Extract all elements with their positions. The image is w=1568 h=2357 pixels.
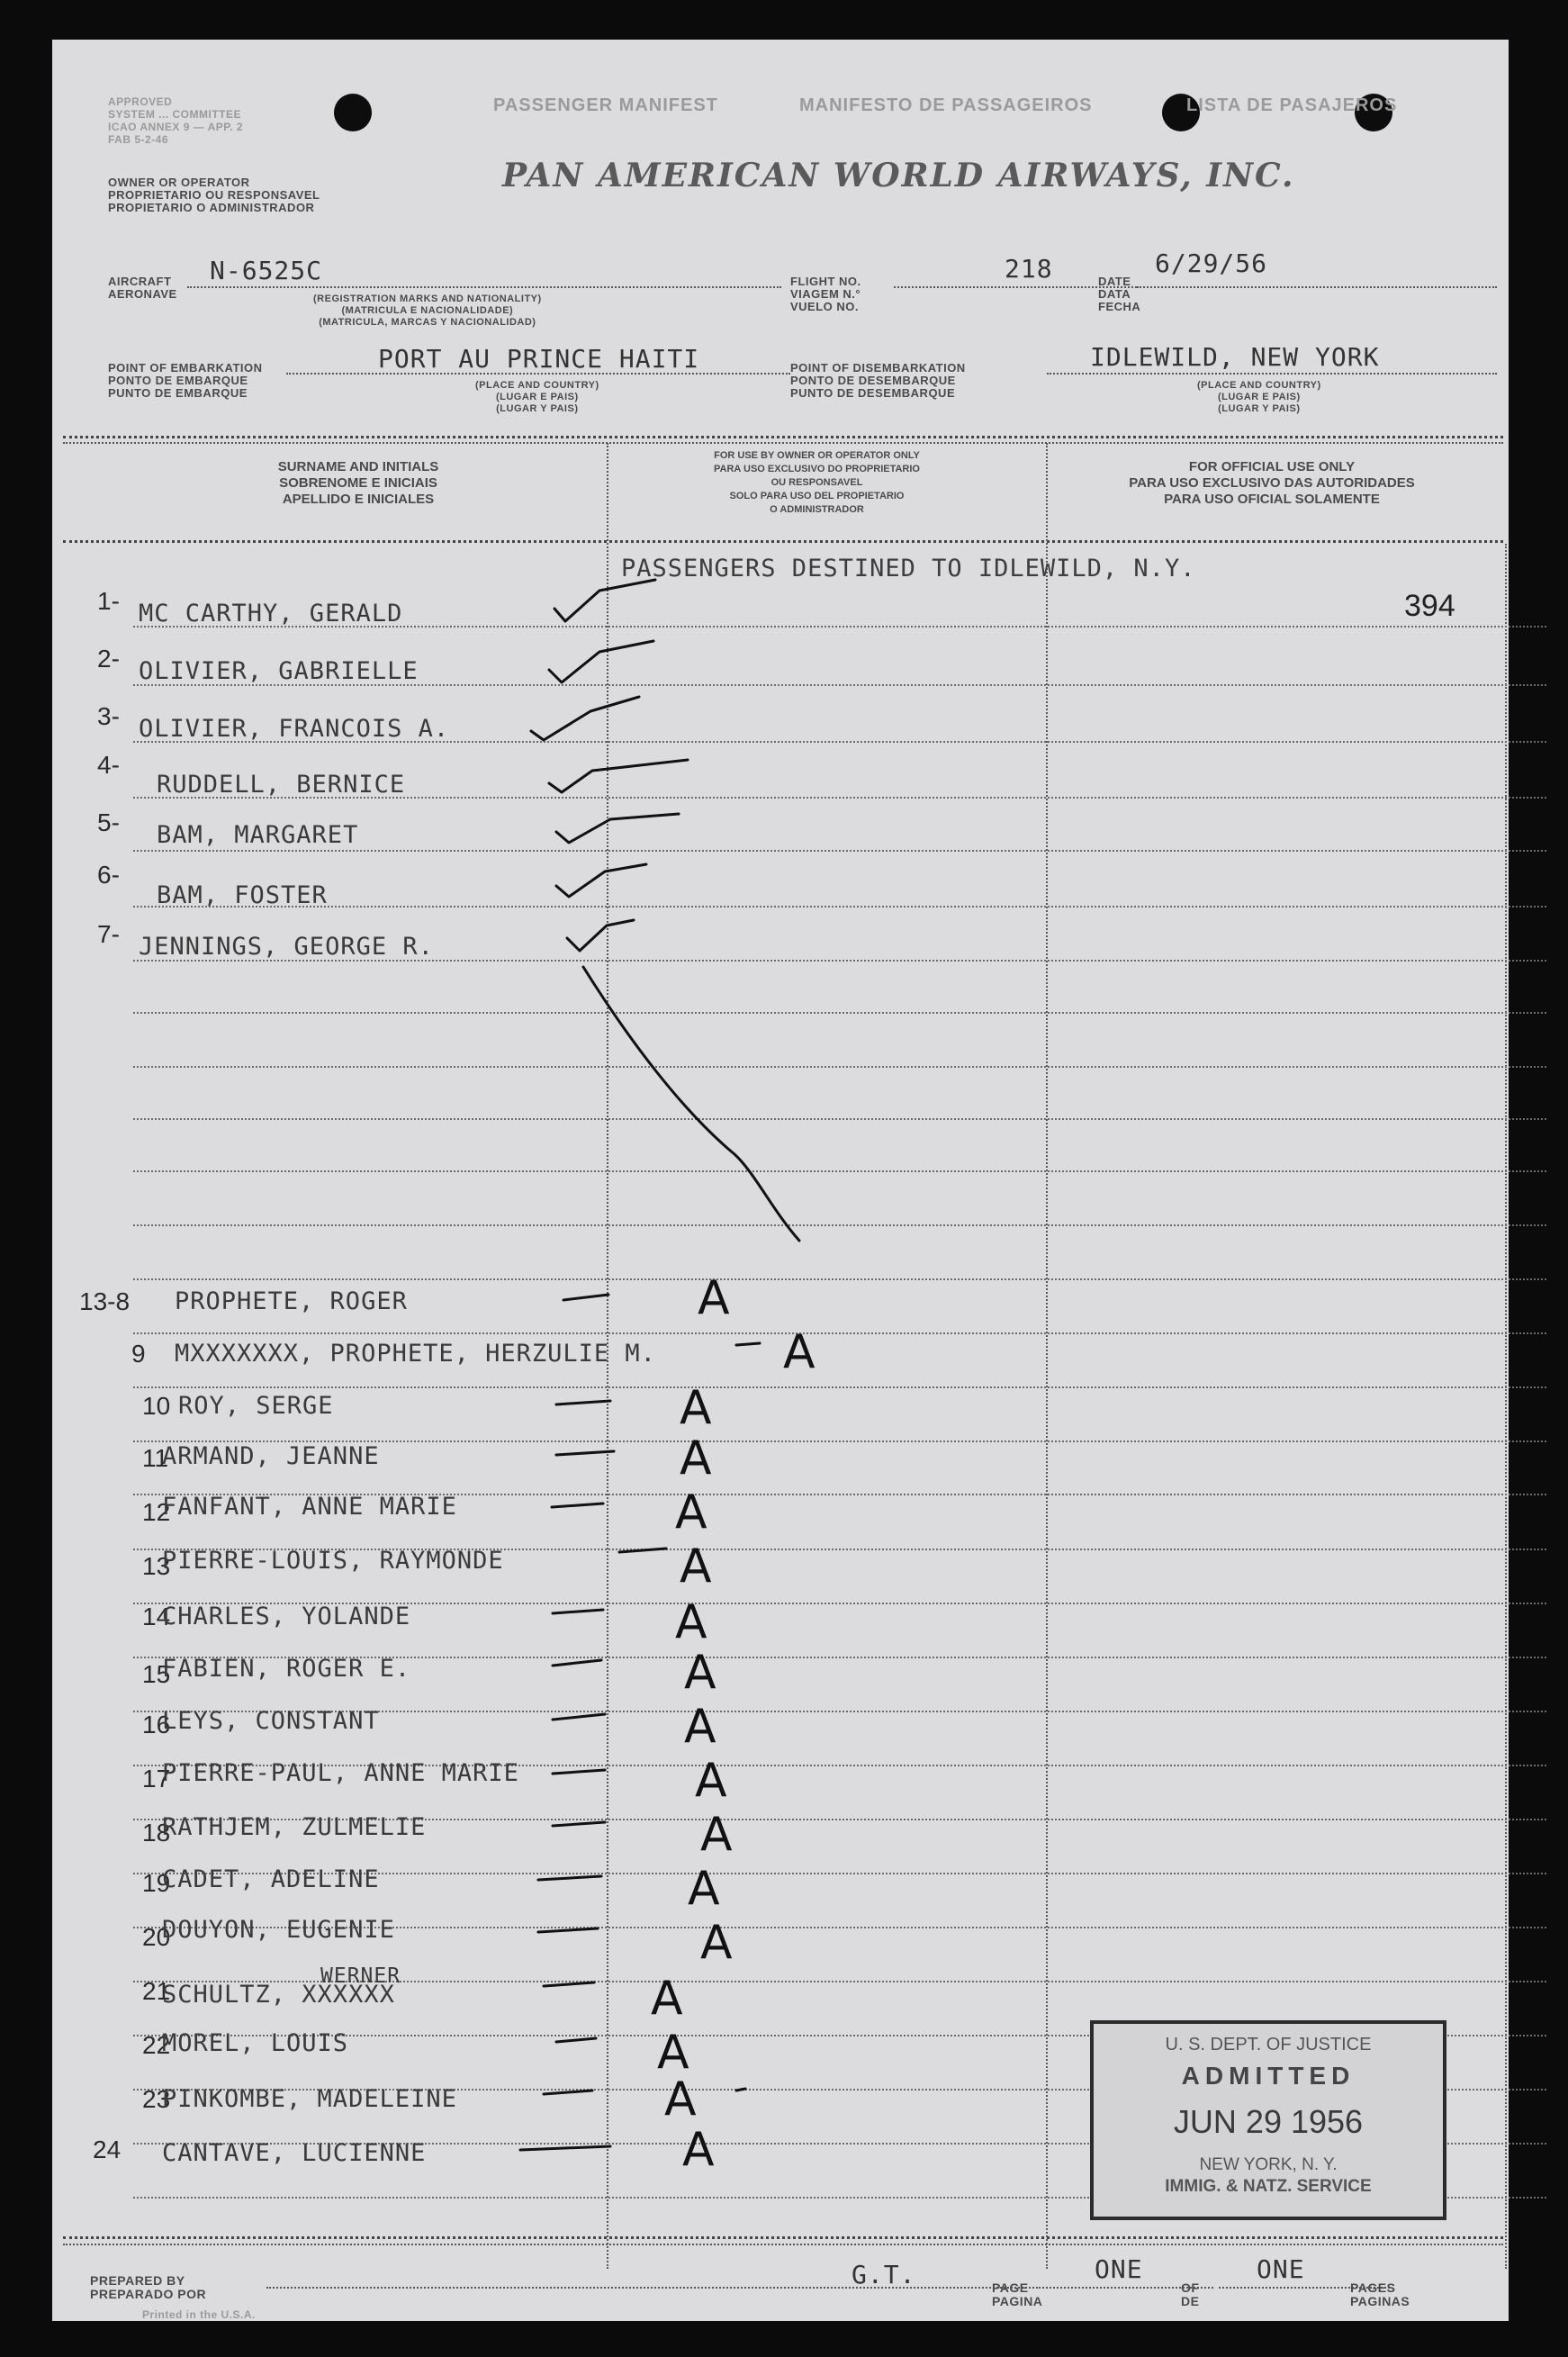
admitted-stamp xyxy=(1090,2020,1446,2220)
manifest-paper xyxy=(52,40,1509,2321)
page-value: ONE xyxy=(1095,2254,1143,2284)
prepared-value: G.T. xyxy=(852,2260,916,2289)
passenger-name: CHARLES, YOLANDE xyxy=(162,1603,411,1630)
pages-labels xyxy=(1350,2281,1410,2308)
place-note-en: (PLACE AND COUNTRY) xyxy=(475,380,599,391)
col-header-line: PARA USO EXCLUSIVO DO PROPRIETARIO xyxy=(714,464,920,474)
col-header-line: OU RESPONSAVEL xyxy=(770,477,863,488)
admit-mark: A xyxy=(680,1431,712,1486)
row-number: 7- xyxy=(97,920,120,948)
col-header-line: SOBRENOME E INICIAIS xyxy=(279,475,437,491)
admit-mark: A xyxy=(682,2123,715,2177)
dot-mark xyxy=(736,2089,745,2091)
flight-label-es: VUELO NO. xyxy=(790,300,860,313)
dash-mark xyxy=(552,1504,603,1507)
dash-mark xyxy=(538,1876,601,1880)
row-number: 14 xyxy=(142,1603,171,1630)
destined-note: PASSENGERS DESTINED TO IDLEWILD, N.Y. xyxy=(621,555,1196,582)
row-number: 9 xyxy=(131,1340,146,1368)
owner-label-es: PROPIETARIO O ADMINISTRADOR xyxy=(108,201,315,214)
row-number: 5- xyxy=(97,808,120,836)
admit-mark: A xyxy=(680,1540,712,1594)
flight-label-pt: VIAGEM N.° xyxy=(790,287,861,301)
row-number: 2- xyxy=(97,645,120,673)
stamp-agency: U. S. DEPT. OF JUSTICE xyxy=(1165,2035,1372,2054)
printed-note: Printed in the U.S.A. xyxy=(142,2308,256,2321)
aircraft-value: N-6525C xyxy=(210,256,323,285)
passenger-name: MOREL, LOUIS xyxy=(162,2029,349,2057)
col-header-line: PARA USO OFICIAL SOLAMENTE xyxy=(1164,492,1380,507)
dash-mark xyxy=(553,1822,605,1826)
approval-line: SYSTEM ... COMMITTEE xyxy=(108,108,242,121)
of-label-es: DE xyxy=(1181,2294,1200,2308)
row-number: 17 xyxy=(142,1765,171,1793)
dash-mark xyxy=(553,1660,601,1666)
row-number: 1- xyxy=(97,587,120,615)
place-note-es: (LUGAR Y PAIS) xyxy=(496,403,579,414)
owner-label-pt: PROPRIETARIO OU RESPONSAVEL xyxy=(108,188,320,202)
page-label-es: PAGINA xyxy=(992,2294,1043,2308)
check-mark xyxy=(567,920,634,951)
pages-label-en: PAGES xyxy=(1350,2280,1396,2295)
passenger-name: ROY, SERGE xyxy=(178,1392,334,1420)
prepared-label-en: PREPARED BY xyxy=(90,2273,185,2288)
handwritten-marks xyxy=(52,40,1509,2321)
row-number: 15 xyxy=(142,1660,171,1688)
stamp-service: IMMIG. & NATZ. SERVICE xyxy=(1165,2177,1372,2196)
date-label-es: FECHA xyxy=(1098,300,1141,313)
date-label-en: DATE xyxy=(1098,275,1131,288)
check-mark xyxy=(556,864,646,897)
row-number: 21 xyxy=(142,1977,171,2005)
passenger-name: FABIEN, ROGER E. xyxy=(162,1655,411,1683)
dash-mark xyxy=(556,1401,610,1404)
passenger-name: BAM, FOSTER xyxy=(157,881,328,909)
admit-mark: A xyxy=(695,1754,727,1808)
dash-mark xyxy=(556,2038,596,2042)
dash-mark xyxy=(563,1295,608,1300)
check-mark xyxy=(531,697,639,740)
admit-mark: A xyxy=(675,1595,707,1649)
embark-label-pt: PONTO DE EMBARQUE xyxy=(108,374,248,387)
embark-label-es: PUNTO DE EMBARQUE xyxy=(108,386,248,400)
admit-mark: A xyxy=(700,1808,733,1862)
check-mark xyxy=(549,641,653,682)
passenger-name: LEYS, CONSTANT xyxy=(162,1707,380,1735)
passenger-name: CANTAVE, LUCIENNE xyxy=(162,2139,427,2167)
row-number: 10 xyxy=(142,1392,171,1420)
col-header-line: FOR OFFICIAL USE ONLY xyxy=(1188,459,1356,474)
passenger-name: OLIVIER, GABRIELLE xyxy=(139,657,419,685)
dash-mark xyxy=(520,2146,610,2150)
admit-mark: A xyxy=(688,1862,720,1916)
admit-mark: A xyxy=(783,1325,816,1379)
passenger-name: DOUYON, EUGENIE xyxy=(162,1916,395,1944)
dash-mark xyxy=(553,1610,603,1613)
check-mark xyxy=(549,760,688,792)
row-number: 13-8 xyxy=(79,1287,131,1315)
disembark-label-pt: PONTO DE DESEMBARQUE xyxy=(790,374,956,387)
airline-name: PAN AMERICAN WORLD AIRWAYS, INC. xyxy=(502,157,1295,194)
of-labels xyxy=(1181,2281,1199,2308)
place-note-pt: (LUGAR E PAIS) xyxy=(495,392,579,402)
registration-note-en: (REGISTRATION MARKS AND NATIONALITY) xyxy=(313,293,542,304)
disembark-label-en: POINT OF DISEMBARKATION xyxy=(790,361,966,375)
title-pt: MANIFESTO DE PASSAGEIROS xyxy=(799,95,1093,115)
col-header-line: O ADMINISTRADOR xyxy=(770,504,864,515)
page-label-en: PAGE xyxy=(992,2280,1029,2295)
approval-line: ICAO ANNEX 9 — APP. 2 xyxy=(108,121,244,133)
stamp-status: ADMITTED xyxy=(1181,2062,1356,2090)
dash-mark xyxy=(553,1770,605,1774)
row-number: 22 xyxy=(142,2031,171,2059)
disembark-label-es: PUNTO DE DESEMBARQUE xyxy=(790,386,956,400)
row-number: 20 xyxy=(142,1923,171,1951)
place-note-en: (PLACE AND COUNTRY) xyxy=(1197,380,1321,391)
row-number: 16 xyxy=(142,1711,171,1738)
passenger-name: SCHULTZ, XXXXXX xyxy=(162,1981,395,2009)
dash-mark xyxy=(544,2091,592,2094)
row-number: 23 xyxy=(142,2085,171,2113)
col-header-line: SURNAME AND INITIALS xyxy=(277,459,439,474)
title-en: PASSENGER MANIFEST xyxy=(493,95,718,115)
row-number: 19 xyxy=(142,1869,171,1897)
place-note-pt: (LUGAR E PAIS) xyxy=(1217,392,1301,402)
passenger-name: MXXXXXXX, PROPHETE, HERZULIE M. xyxy=(175,1340,656,1368)
stamp-date: JUN 29 1956 xyxy=(1173,2103,1364,2140)
admit-mark: A xyxy=(680,1381,712,1435)
row-number: 4- xyxy=(97,751,120,779)
passenger-name: PINKOMBE, MADELEINE xyxy=(162,2085,457,2113)
row-number: 3- xyxy=(97,702,120,730)
admit-mark: A xyxy=(698,1271,730,1325)
check-mark xyxy=(556,814,679,843)
flight-value: 218 xyxy=(1005,254,1053,284)
col-header-line: APELLIDO E INICIALES xyxy=(282,492,435,507)
passenger-name: JENNINGS, GEORGE R. xyxy=(139,933,434,961)
row-number: 24 xyxy=(93,2136,122,2163)
registration-note-es: (MATRICULA, MARCAS Y NACIONALIDAD) xyxy=(319,317,536,328)
passenger-name: PROPHETE, ROGER xyxy=(175,1287,408,1315)
flight-label-en: FLIGHT NO. xyxy=(790,275,861,288)
disembarkation-value: IDLEWILD, NEW YORK xyxy=(1090,342,1380,372)
registration-note-pt: (MATRICULA E NACIONALIDADE) xyxy=(341,305,514,316)
of-label-en: OF xyxy=(1181,2280,1200,2295)
owner-label-en: OWNER OR OPERATOR xyxy=(108,176,250,189)
prepared-label-es: PREPARADO POR xyxy=(90,2287,207,2301)
stamp-city: NEW YORK, N. Y. xyxy=(1199,2155,1338,2174)
dash-mark xyxy=(538,1928,598,1932)
passenger-name: PIERRE-PAUL, ANNE MARIE xyxy=(162,1759,519,1787)
row-number: 18 xyxy=(142,1819,171,1847)
place-note-es: (LUGAR Y PAIS) xyxy=(1218,403,1301,414)
aircraft-label-en: AIRCRAFT xyxy=(108,275,172,288)
col-header-line: FOR USE BY OWNER OR OPERATOR ONLY xyxy=(714,450,920,461)
check-mark xyxy=(554,580,655,621)
name-annotation: WERNER xyxy=(320,1964,401,1988)
row-number: 13 xyxy=(142,1552,171,1580)
col-header-line: PARA USO EXCLUSIVO DAS AUTORIDADES xyxy=(1129,475,1415,491)
date-value: 6/29/56 xyxy=(1155,248,1268,278)
passenger-name: RUDDELL, BERNICE xyxy=(157,771,406,799)
dash-mark xyxy=(553,1714,605,1720)
dash-mark xyxy=(544,1982,594,1986)
dash-mark xyxy=(556,1451,614,1455)
passenger-name: RATHJEM, ZULMELIE xyxy=(162,1813,427,1841)
approval-line: APPROVED xyxy=(108,95,173,108)
embarkation-value: PORT AU PRINCE HAITI xyxy=(378,344,700,374)
row-number: 6- xyxy=(97,861,120,889)
embark-label-en: POINT OF EMBARKATION xyxy=(108,361,263,375)
passenger-name: OLIVIER, FRANCOIS A. xyxy=(139,715,450,743)
admit-mark: A xyxy=(684,1700,716,1754)
admit-mark: A xyxy=(657,2026,689,2080)
approval-line: FAB 5-2-46 xyxy=(108,133,169,146)
admit-mark: A xyxy=(675,1486,707,1540)
passenger-name: CADET, ADELINE xyxy=(162,1865,380,1893)
dash-mark xyxy=(736,1343,760,1345)
long-stroke xyxy=(583,967,799,1241)
admit-mark: A xyxy=(684,1646,716,1700)
admit-mark: A xyxy=(700,1916,733,1970)
pages-label-es: PAGINAS xyxy=(1350,2294,1410,2308)
passenger-name: MC CARTHY, GERALD xyxy=(139,600,403,628)
row-number: 11 xyxy=(142,1444,169,1472)
admit-mark: A xyxy=(664,2073,697,2127)
passenger-name: ARMAND, JEANNE xyxy=(162,1442,380,1470)
page-labels xyxy=(992,2281,1042,2308)
official-number: 394 xyxy=(1404,589,1455,623)
of-value: ONE xyxy=(1257,2254,1305,2284)
passenger-name: BAM, MARGARET xyxy=(157,821,359,849)
title-es: LISTA DE PASAJEROS xyxy=(1186,95,1398,115)
passenger-name: FANFANT, ANNE MARIE xyxy=(162,1493,457,1521)
date-label-pt: DATA xyxy=(1098,287,1131,301)
admit-mark: A xyxy=(651,1972,683,2026)
row-number: 12 xyxy=(142,1498,171,1526)
dash-mark xyxy=(619,1549,666,1552)
passenger-name: PIERRE-LOUIS, RAYMONDE xyxy=(162,1547,504,1575)
prepared-labels xyxy=(90,2274,206,2301)
aircraft-label-pt: AERONAVE xyxy=(108,287,177,301)
col-header-line: SOLO PARA USO DEL PROPIETARIO xyxy=(729,491,905,501)
